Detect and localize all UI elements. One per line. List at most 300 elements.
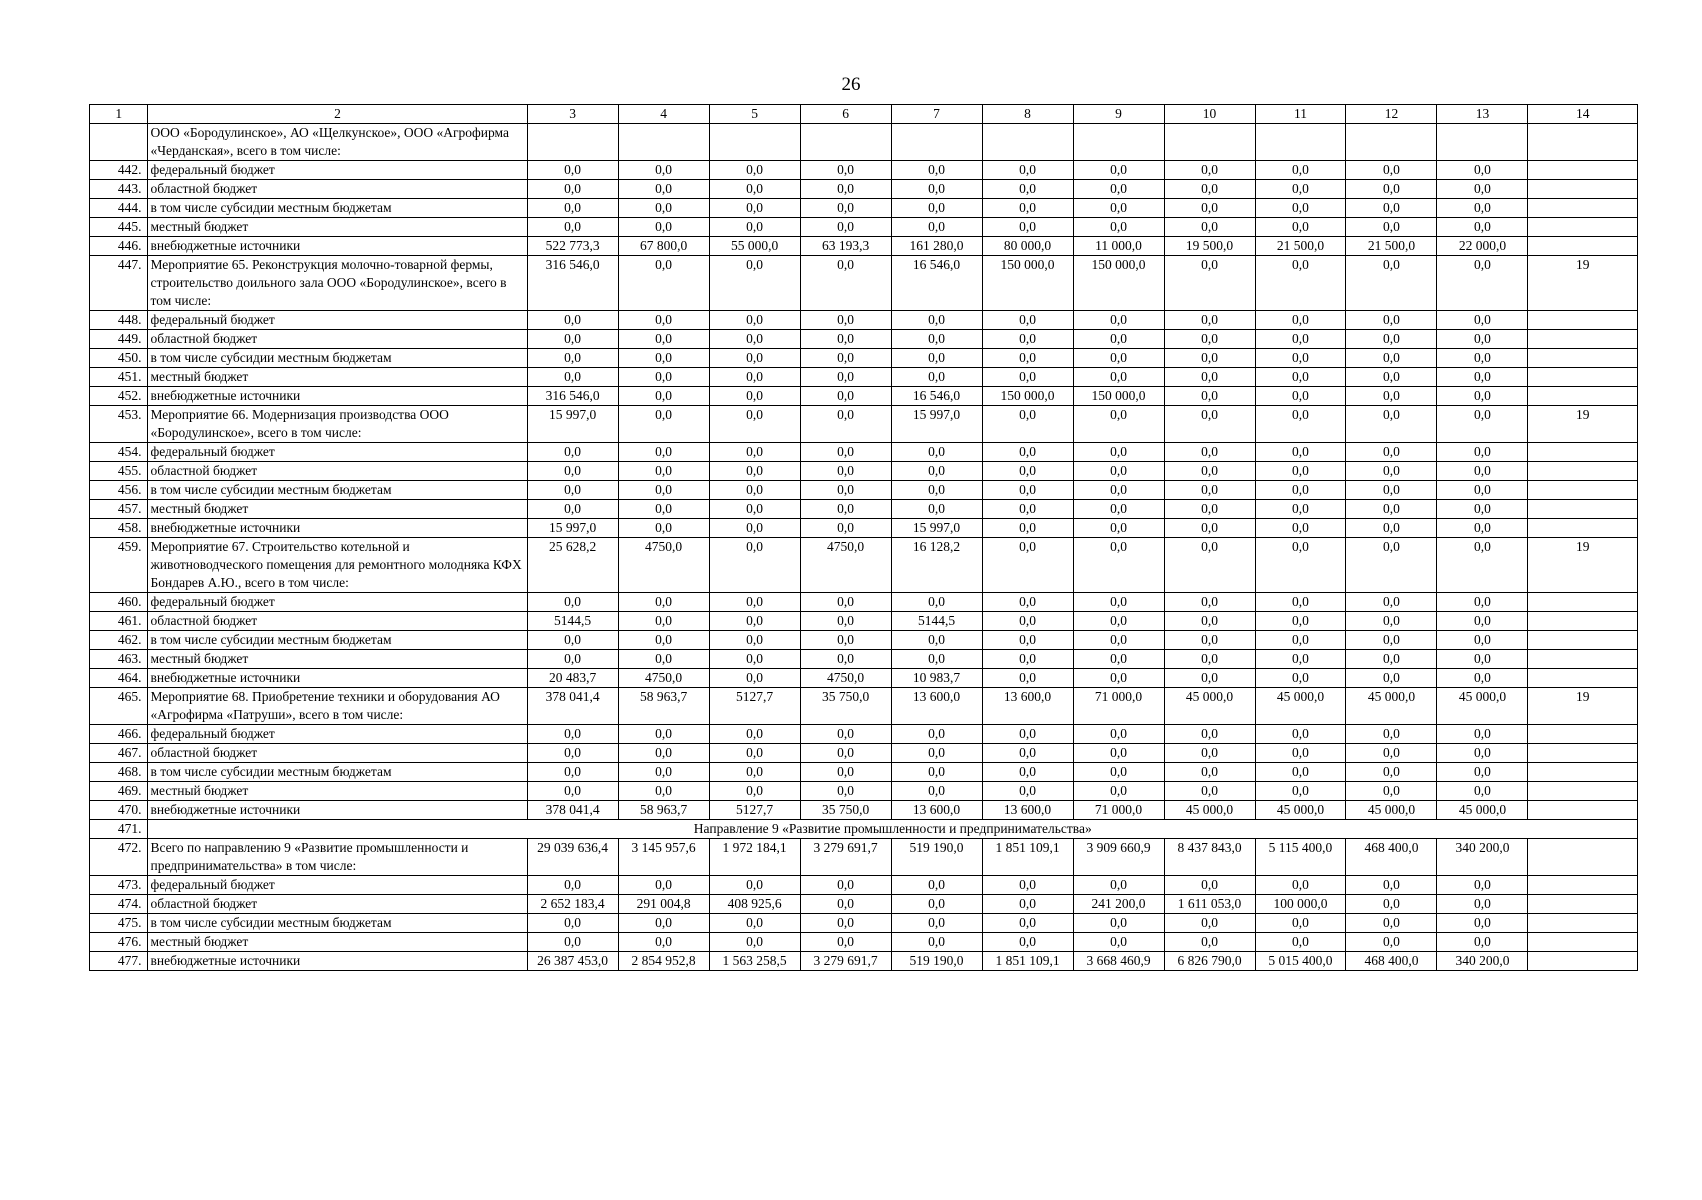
note-cell — [1528, 782, 1638, 801]
value-cell: 0,0 — [891, 744, 982, 763]
table-row — [90, 218, 1638, 237]
value-cell: 0,0 — [982, 481, 1073, 500]
table-row — [90, 368, 1638, 387]
column-header: 3 — [527, 105, 618, 124]
value-cell: 0,0 — [1346, 593, 1437, 612]
value-cell: 0,0 — [1255, 631, 1346, 650]
value-cell: 0,0 — [891, 914, 982, 933]
value-cell: 0,0 — [1073, 650, 1164, 669]
value-cell: 0,0 — [1255, 763, 1346, 782]
value-cell: 0,0 — [1255, 256, 1346, 311]
value-cell: 340 200,0 — [1437, 839, 1528, 876]
value-cell: 0,0 — [1255, 725, 1346, 744]
value-cell: 15 997,0 — [891, 406, 982, 443]
table-row — [90, 161, 1638, 180]
value-cell: 378 041,4 — [527, 801, 618, 820]
value-cell: 0,0 — [618, 180, 709, 199]
value-cell: 0,0 — [1073, 519, 1164, 538]
value-cell: 0,0 — [1346, 180, 1437, 199]
table-row — [90, 593, 1638, 612]
value-cell: 13 600,0 — [982, 688, 1073, 725]
value-cell: 0,0 — [709, 650, 800, 669]
note-cell — [1528, 725, 1638, 744]
row-number-cell: 454. — [90, 443, 148, 462]
value-cell: 45 000,0 — [1164, 801, 1255, 820]
value-cell: 0,0 — [1164, 481, 1255, 500]
value-cell: 0,0 — [527, 462, 618, 481]
row-number-cell: 464. — [90, 669, 148, 688]
note-cell: 19 — [1528, 406, 1638, 443]
value-cell: 0,0 — [982, 914, 1073, 933]
budget-table — [89, 104, 1638, 971]
value-cell: 0,0 — [891, 462, 982, 481]
value-cell: 0,0 — [1346, 650, 1437, 669]
value-cell: 0,0 — [709, 914, 800, 933]
value-cell: 0,0 — [982, 199, 1073, 218]
value-cell: 1 851 109,1 — [982, 952, 1073, 971]
value-cell: 11 000,0 — [1073, 237, 1164, 256]
value-cell: 3 279 691,7 — [800, 839, 891, 876]
value-cell: 0,0 — [800, 349, 891, 368]
value-cell: 4750,0 — [618, 538, 709, 593]
row-number-cell: 458. — [90, 519, 148, 538]
column-header: 9 — [1073, 105, 1164, 124]
row-number-cell: 477. — [90, 952, 148, 971]
value-cell: 4750,0 — [618, 669, 709, 688]
value-cell: 0,0 — [982, 650, 1073, 669]
value-cell: 0,0 — [527, 311, 618, 330]
note-cell — [1528, 801, 1638, 820]
value-cell: 0,0 — [800, 443, 891, 462]
value-cell: 0,0 — [709, 631, 800, 650]
value-cell: 0,0 — [527, 161, 618, 180]
value-cell: 55 000,0 — [709, 237, 800, 256]
value-cell: 0,0 — [1073, 669, 1164, 688]
value-cell: 45 000,0 — [1346, 801, 1437, 820]
value-cell: 0,0 — [1073, 782, 1164, 801]
table-row — [90, 631, 1638, 650]
value-cell: 0,0 — [982, 538, 1073, 593]
value-cell: 0,0 — [891, 368, 982, 387]
value-cell: 0,0 — [800, 650, 891, 669]
value-cell: 45 000,0 — [1346, 688, 1437, 725]
value-cell: 0,0 — [527, 500, 618, 519]
value-cell: 0,0 — [709, 256, 800, 311]
note-cell — [1528, 839, 1638, 876]
value-cell: 340 200,0 — [1437, 952, 1528, 971]
value-cell: 0,0 — [1437, 744, 1528, 763]
row-name-cell: в том числе субсидии местным бюджетам — [148, 349, 527, 368]
value-cell: 0,0 — [1073, 481, 1164, 500]
note-cell — [1528, 763, 1638, 782]
value-cell: 0,0 — [982, 349, 1073, 368]
value-cell: 0,0 — [800, 180, 891, 199]
value-cell: 0,0 — [1073, 406, 1164, 443]
value-cell: 150 000,0 — [982, 256, 1073, 311]
value-cell: 0,0 — [800, 481, 891, 500]
value-cell: 0,0 — [618, 612, 709, 631]
value-cell: 0,0 — [1437, 631, 1528, 650]
value-cell: 0,0 — [527, 782, 618, 801]
table-row — [90, 669, 1638, 688]
row-name-cell: Всего по направлению 9 «Развитие промышленности и предпринимательства» в том числе: — [148, 839, 527, 876]
value-cell: 0,0 — [1164, 199, 1255, 218]
note-cell — [1528, 933, 1638, 952]
value-cell: 0,0 — [618, 650, 709, 669]
value-cell: 0,0 — [982, 161, 1073, 180]
row-number-cell: 442. — [90, 161, 148, 180]
value-cell: 0,0 — [800, 631, 891, 650]
column-header: 1 — [90, 105, 148, 124]
value-cell: 0,0 — [1164, 631, 1255, 650]
note-cell: 19 — [1528, 256, 1638, 311]
value-cell: 150 000,0 — [1073, 387, 1164, 406]
note-cell — [1528, 744, 1638, 763]
table-body — [90, 124, 1638, 971]
value-cell: 0,0 — [982, 669, 1073, 688]
note-cell — [1528, 218, 1638, 237]
value-cell: 13 600,0 — [891, 688, 982, 725]
value-cell: 0,0 — [1437, 538, 1528, 593]
table-row — [90, 406, 1638, 443]
row-name-cell: Мероприятие 66. Модернизация производства ООО «Бородулинское», всего в том числе: — [148, 406, 527, 443]
value-cell: 0,0 — [1437, 669, 1528, 688]
value-cell: 0,0 — [800, 406, 891, 443]
value-cell: 0,0 — [527, 481, 618, 500]
row-name-cell: ООО «Бородулинское», АО «Щелкунское», ООО «Агрофирма «Черданская», всего в том числе: — [148, 124, 527, 161]
value-cell: 25 628,2 — [527, 538, 618, 593]
row-name-cell: Мероприятие 65. Реконструкция молочно-товарной фермы, строительство доильного зала ООО «Бородулинское», всего в том числе: — [148, 256, 527, 311]
value-cell: 1 972 184,1 — [709, 839, 800, 876]
value-cell: 0,0 — [1437, 612, 1528, 631]
row-number-cell: 475. — [90, 914, 148, 933]
value-cell: 522 773,3 — [527, 237, 618, 256]
value-cell: 0,0 — [891, 763, 982, 782]
value-cell: 0,0 — [891, 895, 982, 914]
value-cell: 0,0 — [1346, 406, 1437, 443]
value-cell: 0,0 — [1073, 933, 1164, 952]
value-cell: 0,0 — [1255, 218, 1346, 237]
value-cell: 291 004,8 — [618, 895, 709, 914]
row-name-cell: областной бюджет — [148, 330, 527, 349]
value-cell: 0,0 — [709, 725, 800, 744]
value-cell: 35 750,0 — [800, 801, 891, 820]
row-number-cell: 451. — [90, 368, 148, 387]
value-cell: 0,0 — [1437, 180, 1528, 199]
value-cell: 0,0 — [527, 914, 618, 933]
value-cell: 0,0 — [1437, 349, 1528, 368]
value-cell — [982, 124, 1073, 161]
value-cell: 0,0 — [618, 914, 709, 933]
value-cell: 0,0 — [618, 349, 709, 368]
value-cell: 0,0 — [709, 349, 800, 368]
value-cell: 0,0 — [527, 349, 618, 368]
value-cell: 0,0 — [982, 462, 1073, 481]
row-name-cell: внебюджетные источники — [148, 237, 527, 256]
value-cell: 16 128,2 — [891, 538, 982, 593]
value-cell: 0,0 — [982, 631, 1073, 650]
value-cell: 0,0 — [1346, 519, 1437, 538]
table-row — [90, 538, 1638, 593]
value-cell: 0,0 — [891, 199, 982, 218]
value-cell: 0,0 — [1164, 669, 1255, 688]
value-cell: 29 039 636,4 — [527, 839, 618, 876]
row-number-cell: 469. — [90, 782, 148, 801]
value-cell: 0,0 — [1255, 330, 1346, 349]
value-cell: 0,0 — [527, 725, 618, 744]
value-cell: 0,0 — [527, 744, 618, 763]
row-name-cell: федеральный бюджет — [148, 593, 527, 612]
value-cell: 1 563 258,5 — [709, 952, 800, 971]
value-cell: 3 145 957,6 — [618, 839, 709, 876]
value-cell: 0,0 — [618, 199, 709, 218]
row-number-cell: 453. — [90, 406, 148, 443]
row-number-cell: 461. — [90, 612, 148, 631]
value-cell: 0,0 — [709, 387, 800, 406]
value-cell: 0,0 — [618, 519, 709, 538]
value-cell: 0,0 — [1437, 593, 1528, 612]
table-row — [90, 237, 1638, 256]
value-cell — [527, 124, 618, 161]
value-cell: 0,0 — [1437, 387, 1528, 406]
row-number-cell: 447. — [90, 256, 148, 311]
column-header: 6 — [800, 105, 891, 124]
value-cell: 58 963,7 — [618, 688, 709, 725]
row-number-cell: 462. — [90, 631, 148, 650]
table-row — [90, 612, 1638, 631]
value-cell — [891, 124, 982, 161]
row-number-cell: 472. — [90, 839, 148, 876]
value-cell: 0,0 — [891, 500, 982, 519]
value-cell: 15 997,0 — [527, 519, 618, 538]
value-cell: 468 400,0 — [1346, 952, 1437, 971]
value-cell — [1437, 124, 1528, 161]
value-cell: 0,0 — [527, 330, 618, 349]
note-cell — [1528, 330, 1638, 349]
row-number-cell: 449. — [90, 330, 148, 349]
value-cell: 0,0 — [891, 161, 982, 180]
note-cell — [1528, 180, 1638, 199]
value-cell: 0,0 — [800, 876, 891, 895]
value-cell: 1 851 109,1 — [982, 839, 1073, 876]
value-cell: 0,0 — [709, 481, 800, 500]
value-cell: 0,0 — [1346, 256, 1437, 311]
value-cell: 0,0 — [1073, 330, 1164, 349]
value-cell: 0,0 — [982, 500, 1073, 519]
row-name-cell: местный бюджет — [148, 500, 527, 519]
value-cell: 0,0 — [800, 311, 891, 330]
value-cell: 0,0 — [800, 895, 891, 914]
value-cell: 0,0 — [1255, 876, 1346, 895]
value-cell: 0,0 — [1437, 218, 1528, 237]
value-cell: 5144,5 — [527, 612, 618, 631]
value-cell: 0,0 — [1437, 311, 1528, 330]
value-cell: 0,0 — [709, 500, 800, 519]
value-cell: 0,0 — [1346, 612, 1437, 631]
row-number-cell: 474. — [90, 895, 148, 914]
value-cell: 0,0 — [1164, 933, 1255, 952]
value-cell: 0,0 — [1346, 876, 1437, 895]
row-name-cell: внебюджетные источники — [148, 387, 527, 406]
table-row — [90, 763, 1638, 782]
value-cell: 0,0 — [1164, 519, 1255, 538]
value-cell: 0,0 — [982, 406, 1073, 443]
value-cell: 0,0 — [800, 744, 891, 763]
note-cell — [1528, 650, 1638, 669]
value-cell: 0,0 — [1346, 161, 1437, 180]
value-cell: 45 000,0 — [1255, 801, 1346, 820]
value-cell: 3 909 660,9 — [1073, 839, 1164, 876]
value-cell: 0,0 — [527, 631, 618, 650]
value-cell: 45 000,0 — [1437, 801, 1528, 820]
table-row — [90, 199, 1638, 218]
value-cell: 0,0 — [982, 725, 1073, 744]
note-cell — [1528, 914, 1638, 933]
value-cell: 0,0 — [800, 612, 891, 631]
value-cell: 0,0 — [800, 387, 891, 406]
value-cell: 0,0 — [1437, 933, 1528, 952]
value-cell: 0,0 — [1164, 650, 1255, 669]
row-name-cell: федеральный бюджет — [148, 161, 527, 180]
value-cell: 0,0 — [1164, 538, 1255, 593]
row-name-cell: в том числе субсидии местным бюджетам — [148, 631, 527, 650]
value-cell: 0,0 — [891, 218, 982, 237]
value-cell: 0,0 — [982, 180, 1073, 199]
row-number-cell: 459. — [90, 538, 148, 593]
value-cell: 0,0 — [1073, 180, 1164, 199]
value-cell: 408 925,6 — [709, 895, 800, 914]
value-cell: 0,0 — [709, 744, 800, 763]
row-name-cell: внебюджетные источники — [148, 952, 527, 971]
row-name-cell: местный бюджет — [148, 782, 527, 801]
value-cell: 0,0 — [891, 593, 982, 612]
value-cell: 0,0 — [527, 199, 618, 218]
value-cell: 0,0 — [800, 161, 891, 180]
value-cell: 0,0 — [709, 368, 800, 387]
table-row — [90, 744, 1638, 763]
value-cell: 0,0 — [891, 631, 982, 650]
value-cell: 0,0 — [618, 876, 709, 895]
row-number-cell: 450. — [90, 349, 148, 368]
value-cell: 0,0 — [1164, 161, 1255, 180]
column-header: 10 — [1164, 105, 1255, 124]
value-cell: 0,0 — [1437, 443, 1528, 462]
row-number-cell: 446. — [90, 237, 148, 256]
value-cell: 0,0 — [982, 593, 1073, 612]
value-cell: 35 750,0 — [800, 688, 891, 725]
value-cell: 0,0 — [618, 744, 709, 763]
row-number-cell: 448. — [90, 311, 148, 330]
value-cell: 0,0 — [618, 218, 709, 237]
table-row — [90, 256, 1638, 311]
value-cell: 0,0 — [709, 612, 800, 631]
value-cell: 0,0 — [1346, 330, 1437, 349]
value-cell: 0,0 — [800, 933, 891, 952]
value-cell: 0,0 — [1255, 368, 1346, 387]
value-cell: 0,0 — [618, 782, 709, 801]
table-row — [90, 650, 1638, 669]
value-cell: 0,0 — [800, 368, 891, 387]
value-cell: 0,0 — [618, 593, 709, 612]
value-cell: 0,0 — [1164, 876, 1255, 895]
table-row — [90, 801, 1638, 820]
value-cell: 0,0 — [1255, 199, 1346, 218]
value-cell: 0,0 — [1164, 443, 1255, 462]
value-cell: 21 500,0 — [1255, 237, 1346, 256]
page-number: 26 — [841, 74, 861, 95]
note-cell — [1528, 895, 1638, 914]
value-cell: 0,0 — [982, 311, 1073, 330]
note-cell — [1528, 124, 1638, 161]
column-header: 4 — [618, 105, 709, 124]
value-cell — [1346, 124, 1437, 161]
note-cell — [1528, 952, 1638, 971]
value-cell: 0,0 — [891, 725, 982, 744]
value-cell: 0,0 — [709, 462, 800, 481]
value-cell: 0,0 — [1073, 218, 1164, 237]
value-cell: 0,0 — [1164, 725, 1255, 744]
value-cell: 0,0 — [1346, 387, 1437, 406]
value-cell: 0,0 — [1255, 593, 1346, 612]
table-row — [90, 725, 1638, 744]
value-cell: 0,0 — [1437, 895, 1528, 914]
value-cell: 241 200,0 — [1073, 895, 1164, 914]
row-name-cell: в том числе субсидии местным бюджетам — [148, 199, 527, 218]
value-cell: 0,0 — [527, 763, 618, 782]
value-cell: 0,0 — [982, 218, 1073, 237]
value-cell: 80 000,0 — [982, 237, 1073, 256]
value-cell: 0,0 — [982, 443, 1073, 462]
value-cell: 0,0 — [891, 933, 982, 952]
value-cell: 16 546,0 — [891, 256, 982, 311]
row-name-cell: федеральный бюджет — [148, 725, 527, 744]
value-cell: 0,0 — [1164, 500, 1255, 519]
row-number-cell: 476. — [90, 933, 148, 952]
value-cell: 150 000,0 — [982, 387, 1073, 406]
value-cell: 0,0 — [527, 180, 618, 199]
value-cell: 0,0 — [800, 330, 891, 349]
value-cell: 0,0 — [982, 876, 1073, 895]
table-row — [90, 443, 1638, 462]
value-cell: 0,0 — [618, 330, 709, 349]
column-header: 7 — [891, 105, 982, 124]
value-cell: 45 000,0 — [1255, 688, 1346, 725]
row-name-cell: федеральный бюджет — [148, 876, 527, 895]
row-name-cell: федеральный бюджет — [148, 311, 527, 330]
value-cell: 0,0 — [1346, 914, 1437, 933]
value-cell: 0,0 — [1164, 180, 1255, 199]
value-cell: 16 546,0 — [891, 387, 982, 406]
value-cell: 15 997,0 — [527, 406, 618, 443]
value-cell: 0,0 — [1164, 330, 1255, 349]
value-cell: 0,0 — [1437, 199, 1528, 218]
value-cell: 0,0 — [1073, 725, 1164, 744]
row-number-cell: 444. — [90, 199, 148, 218]
table-row — [90, 952, 1638, 971]
value-cell: 0,0 — [618, 368, 709, 387]
row-name-cell: областной бюджет — [148, 462, 527, 481]
value-cell: 0,0 — [982, 763, 1073, 782]
value-cell: 0,0 — [982, 368, 1073, 387]
note-cell — [1528, 519, 1638, 538]
value-cell: 22 000,0 — [1437, 237, 1528, 256]
value-cell: 0,0 — [1073, 876, 1164, 895]
value-cell: 0,0 — [1346, 631, 1437, 650]
note-cell — [1528, 481, 1638, 500]
note-cell — [1528, 387, 1638, 406]
value-cell: 63 193,3 — [800, 237, 891, 256]
value-cell: 0,0 — [1164, 914, 1255, 933]
